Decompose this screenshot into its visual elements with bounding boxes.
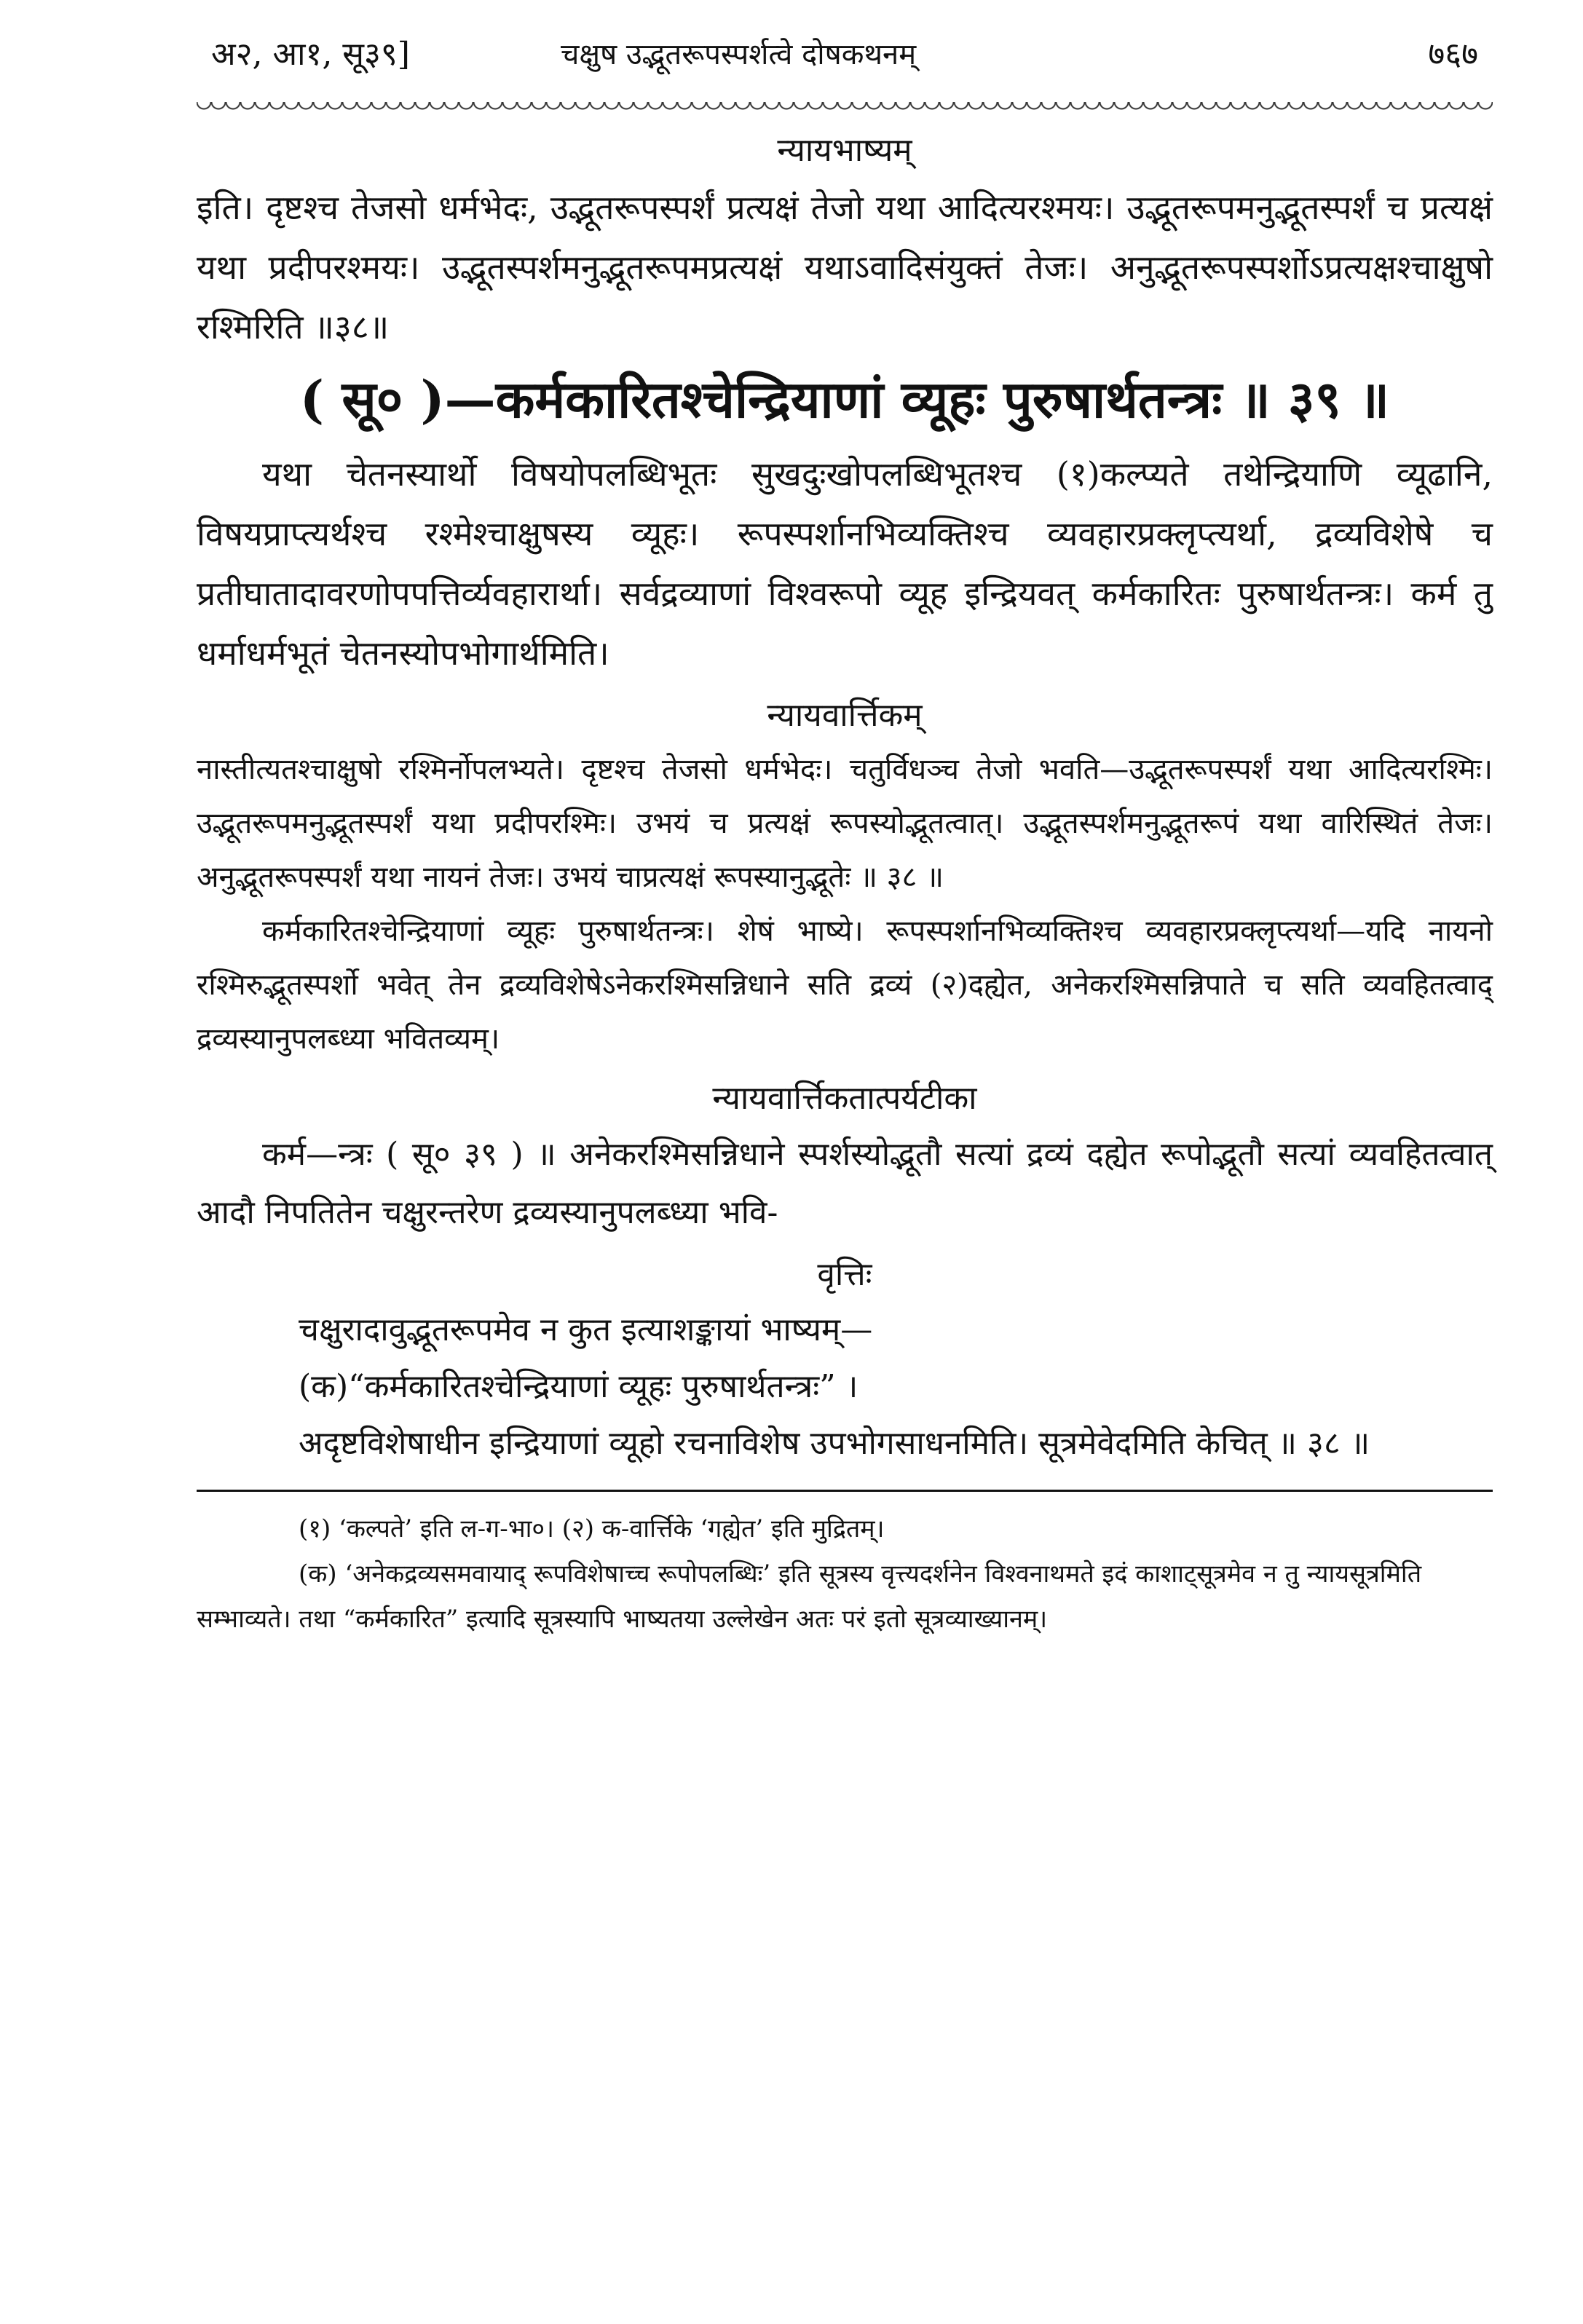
tika-paragraph: कर्म—न्त्रः ( सू० ३९ ) ॥ अनेकरश्मिसन्निधाने स्पर्शस्योद्भूतौ सत्यां द्रव्यं दह्येत रूपोद्भूतौ सत्यां व्यवहितत्वात् आदौ निपतितेन चक्षुरन्तरेण द्रव्यस्यानुपलब्ध्या भवि- [197, 1136, 1493, 1231]
footnote-1: (१) ‘कल्पते’ इति ल-ग-भा०। (२) क-वार्त्तिके ‘गह्येत’ इति मुद्रितम्। [299, 1514, 885, 1544]
footnote-divider [197, 1490, 1493, 1492]
footnotes [197, 1506, 1493, 1642]
decorative-wavy-rule [197, 102, 1493, 118]
page-content [197, 29, 1493, 1642]
header-reference: अ२, आ१, सू३९] [211, 36, 410, 73]
header-title: चक्षुष उद्भूतरूपस्पर्शत्वे दोषकथनम् [561, 38, 917, 71]
tika-heading: न्यायवार्त्तिकतात्पर्यटीका [712, 1080, 977, 1117]
vartika-paragraph-1: नास्तीत्यतश्चाक्षुषो रश्मिर्नोपलभ्यते। दृष्टश्च तेजसो धर्मभेदः। चतुर्विधञ्च तेजो भवति—उद्भूतरूपस्पर्शं यथा आदित्यरश्मिः। उद्भूतरूपमनुद्भूतस्पर्शं यथा प्रदीपरश्मिः। उभयं च प्रत्यक्षं रूपस्योद्भूतत्वात्। उद्भूतस्पर्शमनुद्भूतरूपं यथा वारिस्थितं तेजः। अनुद्भूतरूपस्पर्शं यथा नायनं तेजः। उभयं चाप्रत्यक्षं रूपस्यानुद्भूतेः ॥ ३८ ॥ [197, 753, 1493, 894]
vartika-paragraph-2: कर्मकारितश्चेन्द्रियाणां व्यूहः पुरुषार्थतन्त्रः। शेषं भाष्ये। रूपस्पर्शानभिव्यक्तिश्च व्यवहारप्रक्लृप्त्यर्था—यदि नायनो रश्मिरुद्भूतस्पर्शो भवेत् तेन द्रव्यविशेषेऽनेकरश्मिसन्निधाने सति द्रव्यं (२)दह्येत, अनेकरश्मिसन्निपाते च सति व्यवहितत्वाद् द्रव्यस्यानुपलब्ध्या भवितव्यम्। [197, 914, 1493, 1056]
vritti-line-1: चक्षुरादावुद्भूतरूपमेव न कुत इत्याशङ्कायां भाष्यम्— [299, 1311, 873, 1348]
vritti-paragraph: अदृष्टविशेषाधीन इन्द्रियाणां व्यूहो रचनाविशेष उपभोगसाधनमिति। सूत्रमेवेदमिति केचित् ॥ ३८ ॥ [299, 1425, 1370, 1462]
sutra-commentary: यथा चेतनस्यार्थो विषयोपलब्धिभूतः सुखदुःखोपलब्धिभूतश्च (१)कल्प्यते तथेन्द्रियाणि व्यूढानि, विषयप्राप्त्यर्थश्च रश्मेश्चाक्षुषस्य व्यूहः। रूपस्पर्शानभिव्यक्तिश्च व्यवहारप्रक्लृप्त्यर्था, द्रव्यविशेषे च प्रतीघातादावरणोपपत्तिर्व्यवहारार्था। सर्वद्रव्याणां विश्वरूपो व्यूह इन्द्रियवत् कर्मकारितः पुरुषार्थतन्त्रः। कर्म तु धर्माधर्मभूतं चेतनस्योपभोगार्थमिति। [197, 454, 1493, 673]
sutra-line: ( सू० )—कर्मकारितश्चेन्द्रियाणां व्यूहः पुरुषार्थतन्त्रः ॥ ३९ ॥ [299, 369, 1390, 430]
running-header [197, 29, 1493, 80]
footnote-2: (क) ‘अनेकद्रव्यसमवायाद् रूपविशेषाच्च रूपोपलब्धिः’ इति सूत्रस्य वृत्त्यदर्शनेन विश्वनाथमते इदं काशाट्सूत्रमेव न तु न्यायसूत्रमिति सम्भाव्यते। तथा “कर्मकारित” इत्यादि सूत्रस्यापि भाष्यतया उल्लेखेन अतः परं इतो सूत्रव्याख्यानम्। [197, 1560, 1422, 1634]
vritti-heading: वृत्तिः [817, 1256, 872, 1293]
page-number: ७६७ [1428, 36, 1478, 73]
vritti-line-2: (क)“कर्मकारितश्चेन्द्रियाणां व्यूहः पुरुषार्थतन्त्रः” । [299, 1368, 858, 1405]
vartika-heading: न्यायवार्त्तिकम् [767, 697, 923, 734]
bhashya-paragraph: इति। दृष्टश्च तेजसो धर्मभेदः, उद्भूतरूपस्पर्शं प्रत्यक्षं तेजो यथा आदित्यरश्मयः। उद्भूतरूपमनुद्भूतस्पर्शं च प्रत्यक्षं यथा प्रदीपरश्मयः। उद्भूतस्पर्शमनुद्भूतरूपमप्रत्यक्षं यथाऽवादिसंयुक्तं तेजः। अनुद्भूतरूपस्पर्शोऽप्रत्यक्षश्चाक्षुषो रश्मिरिति ॥३८॥ [197, 188, 1493, 347]
bhashya-heading: न्यायभाष्यम् [777, 132, 912, 169]
